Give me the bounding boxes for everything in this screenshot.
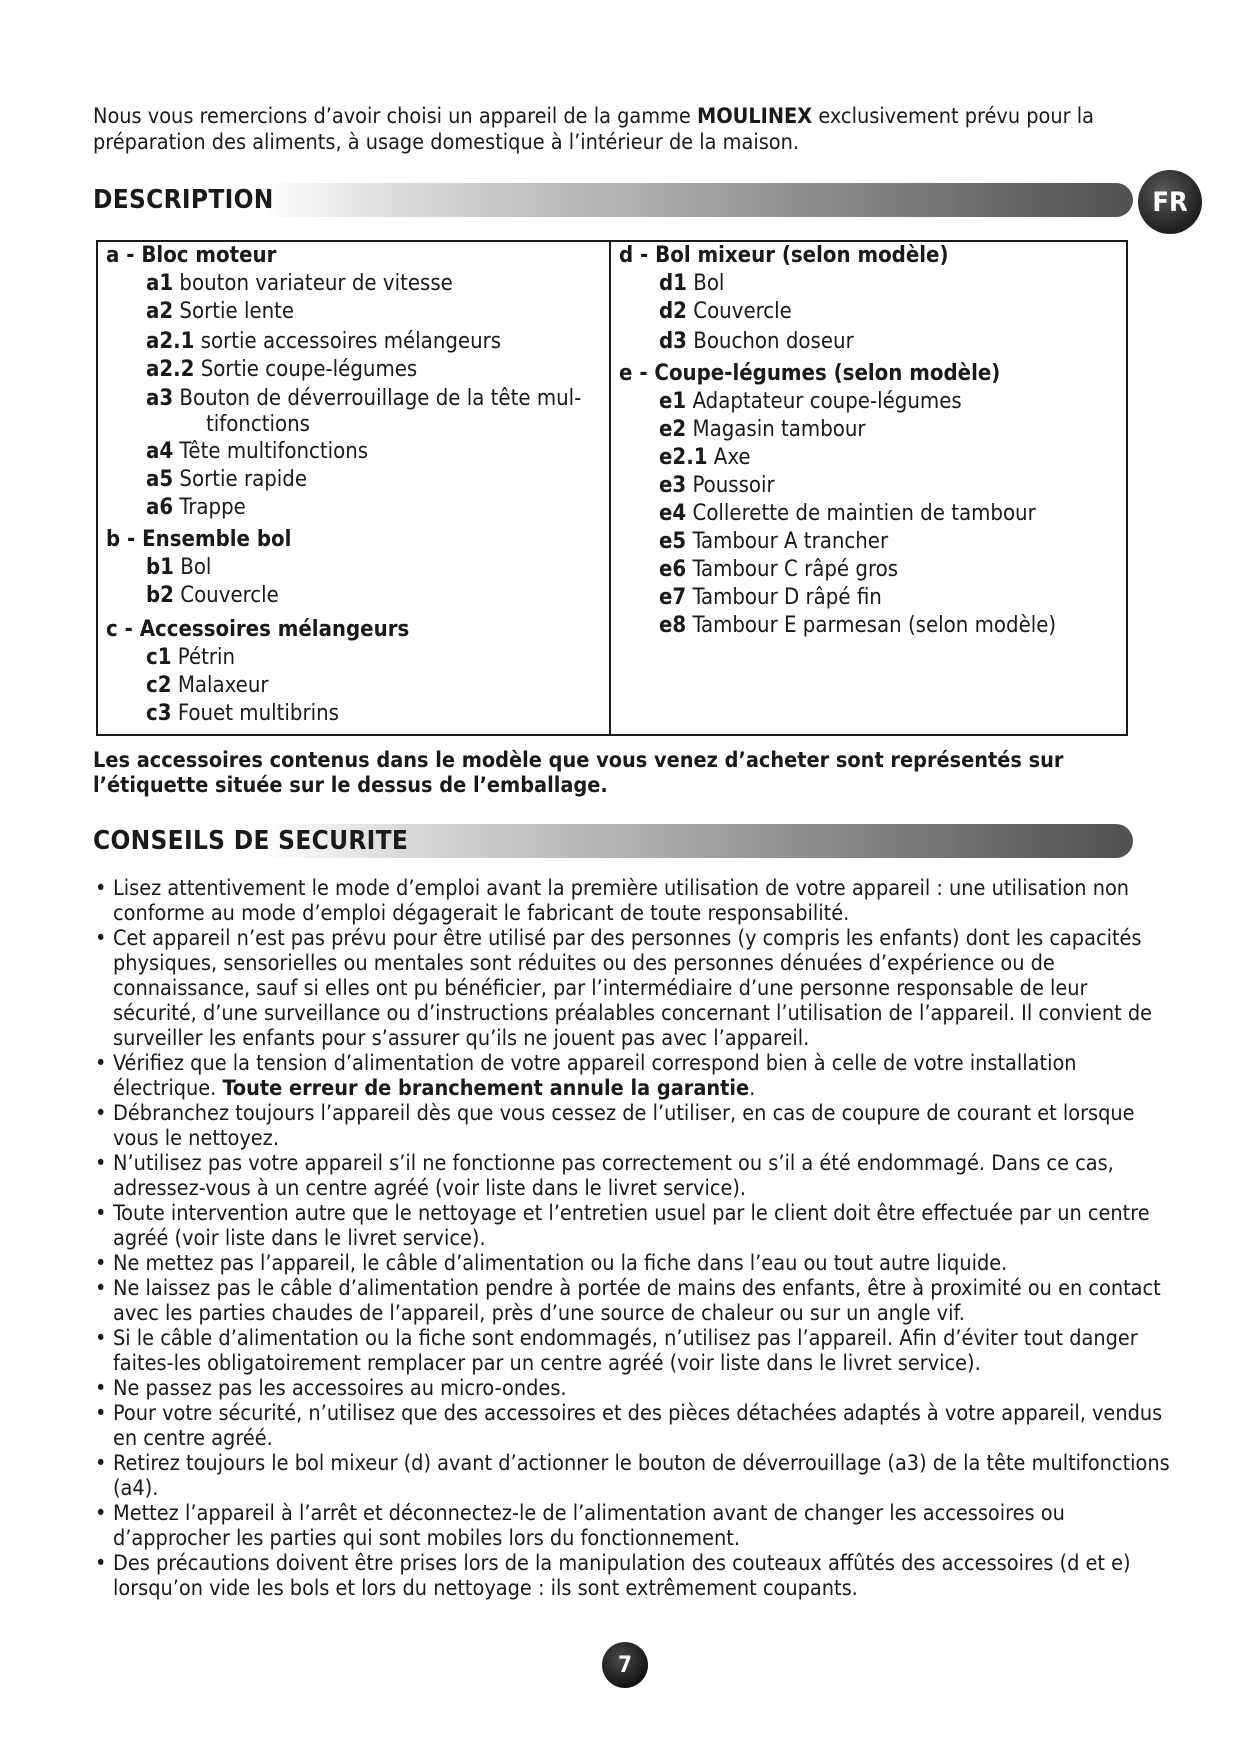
list-item: • N’utilisez pas votre appareil s’il ne fonctionne pas correctement ou s’il a été endommagé. Dans ce cas, adressez-vous à un centre agréé (voir liste dans le livret service).	[93, 1151, 1173, 1201]
list-item: c2 Malaxeur	[146, 673, 269, 698]
intro-text-post: exclusivement prévu pour la préparation des aliments, à usage domestique à l’intérieur de la maison.	[93, 104, 1094, 155]
list-item: e6 Tambour C râpé gros	[659, 557, 899, 582]
list-item: c3 Fouet multibrins	[146, 701, 339, 726]
list-item: e8 Tambour E parmesan (selon modèle)	[659, 613, 1057, 638]
group-head-d: d - Bol mixeur (selon modèle)	[619, 243, 949, 268]
list-item: a5 Sortie rapide	[146, 467, 308, 492]
description-title: DESCRIPTION	[93, 185, 274, 215]
list-item: e7 Tambour D râpé fin	[659, 585, 882, 610]
list-item: e2.1 Axe	[659, 445, 751, 470]
description-column-left	[98, 242, 611, 734]
list-item: d2 Couvercle	[659, 299, 792, 324]
list-item: a4 Tête multifonctions	[146, 439, 369, 464]
list-item: • Toute intervention autre que le nettoyage et l’entretien usuel par le client doit être effectuée par un centre agréé (voir liste dans le livret service).	[93, 1201, 1173, 1251]
list-item: a2 Sortie lente	[146, 299, 295, 324]
list-item: a3 Bouton de déverrouillage de la tête mul- tifonctions	[146, 386, 582, 437]
list-item: • Débranchez toujours l’appareil dès que vous cessez de l’utiliser, en cas de coupure de courant et lorsque vous le nettoyez.	[93, 1101, 1173, 1151]
description-table	[96, 240, 1128, 736]
list-item: b1 Bol	[146, 555, 212, 580]
list-item: • Pour votre sécurité, n’utilisez que des accessoires et des pièces détachées adaptés à votre appareil, vendus en centre agréé.	[93, 1401, 1173, 1451]
list-item: e5 Tambour A trancher	[659, 529, 889, 554]
list-item: e4 Collerette de maintien de tambour	[659, 501, 1036, 526]
safety-header-bar	[93, 824, 1133, 858]
list-item: e2 Magasin tambour	[659, 417, 866, 442]
list-item: • Des précautions doivent être prises lors de la manipulation des couteaux affûtés des accessoires (d et e) lorsqu’on vide les bols et lors du nettoyage : ils sont extrêmement coupants.	[93, 1551, 1173, 1601]
group-head-c: c - Accessoires mélangeurs	[106, 617, 410, 642]
description-column-right	[611, 242, 1126, 734]
intro-paragraph	[93, 104, 1153, 156]
list-item: • Vérifiez que la tension d’alimentation de votre appareil correspond bien à celle de votre installation électrique. Toute erreur de branchement annule la garantie.	[93, 1051, 1173, 1101]
list-item: d1 Bol	[659, 271, 725, 296]
list-item: • Retirez toujours le bol mixeur (d) avant d’actionner le bouton de déverrouillage (a3) de la tête multifonctions (a4).	[93, 1451, 1173, 1501]
list-item: a1 bouton variateur de vitesse	[146, 271, 453, 296]
brand-name: MOULINEX	[696, 104, 813, 129]
page-number: 7	[602, 1642, 648, 1688]
safety-list	[93, 876, 1173, 1601]
group-head-a: a - Bloc moteur	[106, 243, 277, 268]
group-head-e: e - Coupe-légumes (selon modèle)	[619, 361, 1001, 386]
list-item: d3 Bouchon doseur	[659, 329, 854, 354]
list-item: • Cet appareil n’est pas prévu pour être utilisé par des personnes (y compris les enfants) dont les capacités physiques, sensorielles ou mentales sont réduites ou des personnes dénuées d’expérience ou de connaissance, sauf si elles ont pu bénéficier, par l’intermédiaire d’une personne responsable de leur sécurité, d’une surveillance ou d’instructions préalables concernant l’utilisation de l’appareil. Il convient de surveiller les enfants pour s’assurer qu’ils ne jouent pas avec l’appareil.	[93, 926, 1173, 1051]
list-item: • Ne mettez pas l’appareil, le câble d’alimentation ou la fiche dans l’eau ou tout autre liquide.	[93, 1251, 1173, 1276]
list-item: • Lisez attentivement le mode d’emploi avant la première utilisation de votre appareil : une utilisation non conforme au mode d’emploi dégagerait le fabricant de toute responsabilité.	[93, 876, 1173, 926]
safety-title: CONSEILS DE SECURITE	[93, 826, 409, 856]
language-badge: FR	[1138, 170, 1202, 234]
warranty-warning: Toute erreur de branchement annule la garantie	[222, 1076, 750, 1101]
accessories-note: Les accessoires contenus dans le modèle que vous venez d’acheter sont représentés sur l’étiquette située sur le dessus de l’emballage.	[93, 748, 1064, 798]
list-item: b2 Couvercle	[146, 583, 279, 608]
list-item: • Si le câble d’alimentation ou la fiche sont endommagés, n’utilisez pas l’appareil. Afin d’éviter tout danger faites-les obligatoirement remplacer par un centre agréé (voir liste dans le livret service).	[93, 1326, 1173, 1376]
list-item: • Ne passez pas les accessoires au micro-ondes.	[93, 1376, 1173, 1401]
group-head-b: b - Ensemble bol	[106, 527, 292, 552]
list-item: a6 Trappe	[146, 495, 246, 520]
list-item: a2.2 Sortie coupe-légumes	[146, 357, 418, 382]
description-header-bar	[93, 183, 1133, 217]
list-item: a2.1 sortie accessoires mélangeurs	[146, 329, 502, 354]
list-item: e1 Adaptateur coupe-légumes	[659, 389, 962, 414]
list-item: • Mettez l’appareil à l’arrêt et déconnectez-le de l’alimentation avant de changer les accessoires ou d’approcher les parties qui sont mobiles lors du fonctionnement.	[93, 1501, 1173, 1551]
list-item: • Ne laissez pas le câble d’alimentation pendre à portée de mains des enfants, être à proximité ou en contact avec les parties chaudes de l’appareil, près d’une source de chaleur ou sur un angle vif.	[93, 1276, 1173, 1326]
list-item: c1 Pétrin	[146, 645, 236, 670]
intro-text-pre: Nous vous remercions d’avoir choisi un appareil de la gamme	[93, 104, 697, 129]
list-item: e3 Poussoir	[659, 473, 775, 498]
